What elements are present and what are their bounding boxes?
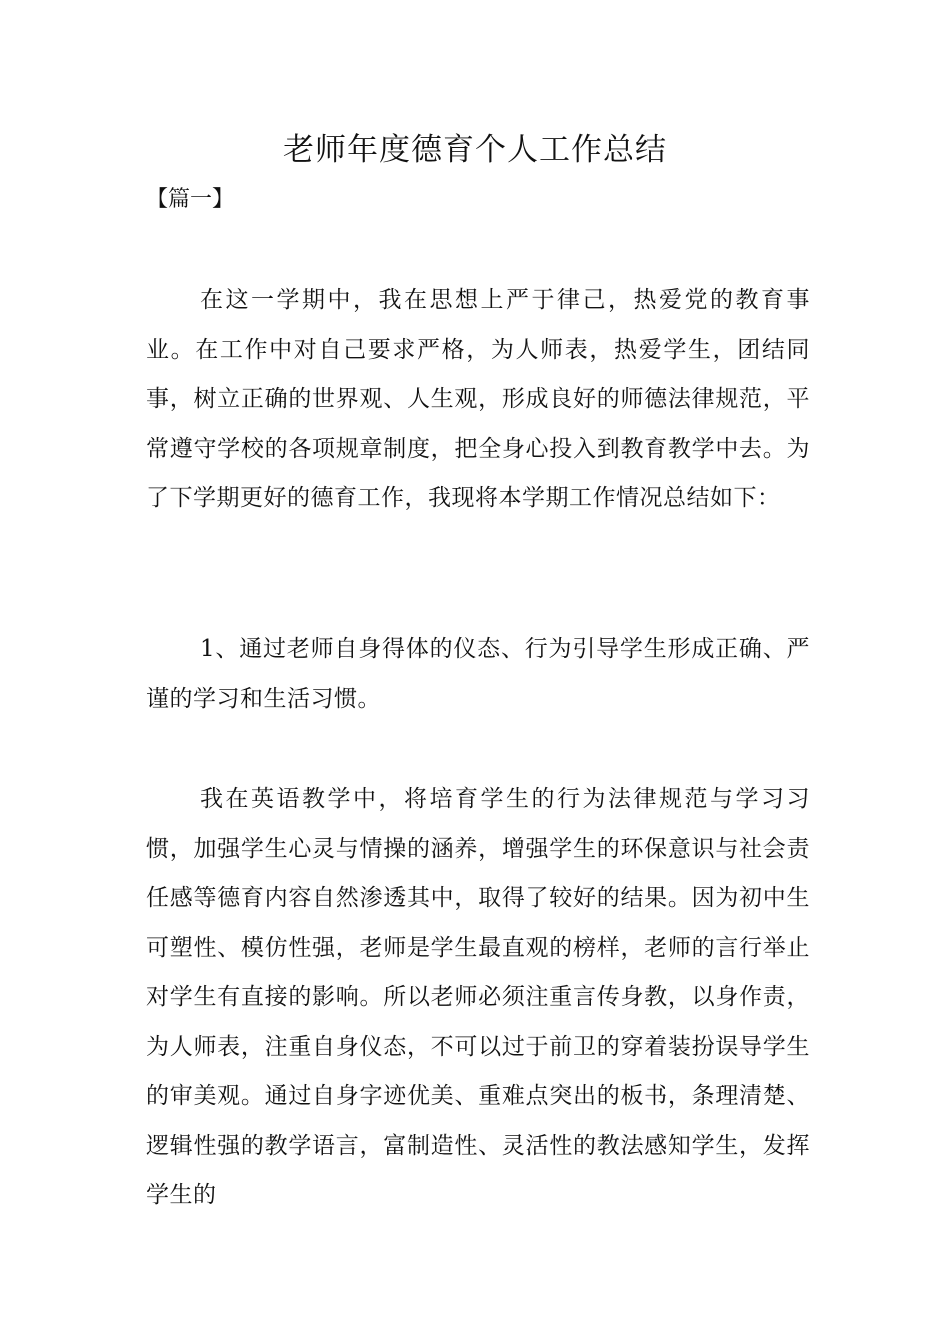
paragraph-3: 我在英语教学中，将培育学生的行为法律规范与学习习惯，加强学生心灵与情操的涵养，增强学生的环保意识与社会责任感等德育内容自然渗透其中，取得了较好的结果。因为初中生可塑性、模仿性强，老师是学生最直观的榜样，老师的言行举止对学生有直接的影响。所以老师必须注重言传身教，以身作责，为人师表，注重自身仪态，不可以过于前卫的穿着装扮误导学生的审美观。通过自身字迹优美、重难点突出的板书，条理清楚、逻辑性强的教学语言，富制造性、灵活性的教法感知学生，发挥学生的 bbox=[146, 786, 810, 1208]
paragraph-2: 1、通过老师自身得体的仪态、行为引导学生形成正确、严谨的学习和生活习惯。 bbox=[146, 636, 810, 712]
section-label: 【篇一】 bbox=[146, 187, 235, 212]
document-title: 老师年度德育个人工作总结 bbox=[283, 132, 667, 168]
paragraph-1: 在这一学期中，我在思想上严于律己，热爱党的教育事业。在工作中对自己要求严格，为人师表，热爱学生，团结同事，树立正确的世界观、人生观，形成良好的师德法律规范，平常遵守学校的各项规章制度，把全身心投入到教育教学中去。为了下学期更好的德育工作，我现将本学期工作情况总结如下： bbox=[146, 287, 810, 511]
